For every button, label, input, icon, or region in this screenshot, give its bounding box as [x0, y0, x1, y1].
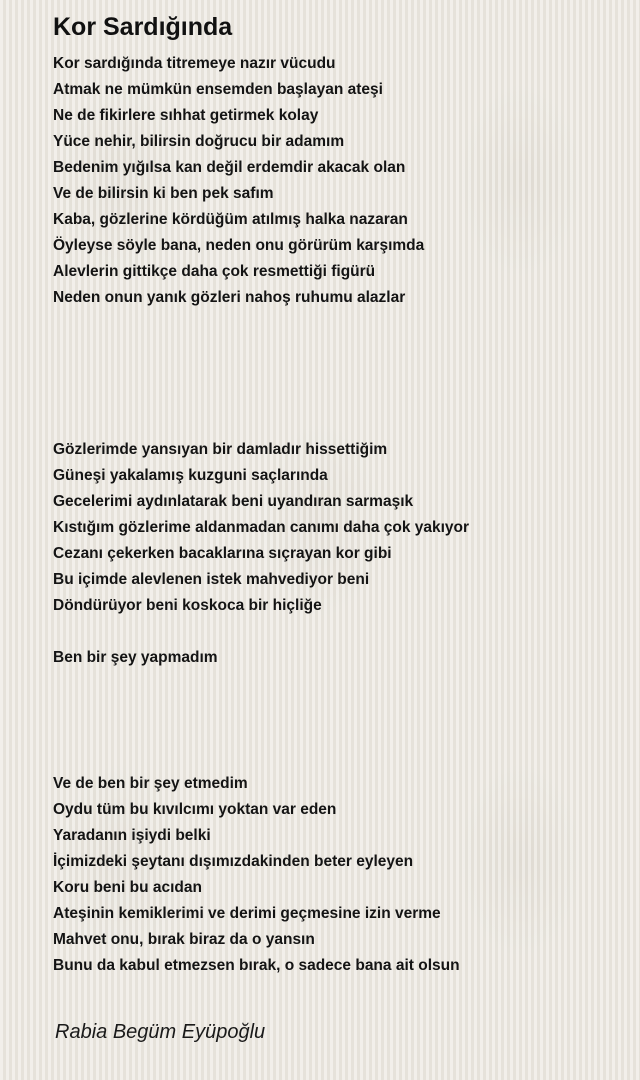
poem-line: Bu içimde alevlenen istek mahvediyor beni [53, 571, 370, 588]
poem-line: Atmak ne mümkün ensemden başlayan ateşi [53, 81, 383, 98]
poem-line: Neden onun yanık gözleri nahoş ruhumu alazlar [53, 289, 406, 306]
poem-line: Bedenim yığılsa kan değil erdemdir akacak olan [53, 159, 406, 176]
poem-line: Ve de bilirsin ki ben pek safım [53, 185, 274, 202]
poem-line: Mahvet onu, bırak biraz da o yansın [53, 931, 315, 948]
stanza-1 [53, 51, 424, 311]
poem-line: Gözlerimde yansıyan bir damladır hissettiğim [53, 441, 388, 458]
poem-line: Ateşinin kemiklerimi ve derimi geçmesine izin verme [53, 905, 441, 922]
poem-line: İçimizdeki şeytanı dışımızdakinden beter eyleyen [53, 853, 414, 870]
poem-line: Döndürüyor beni koskoca bir hiçliğe [53, 597, 322, 614]
poem-line: Oydu tüm bu kıvılcımı yoktan var eden [53, 801, 337, 818]
stanza-4 [53, 771, 460, 979]
poem-line: Ben bir şey yapmadım [53, 649, 218, 666]
poem-line: Koru beni bu acıdan [53, 879, 202, 896]
poem-line: Kor sardığında titremeye nazır vücudu [53, 55, 336, 72]
poem-line: Alevlerin gittikçe daha çok resmettiği figürü [53, 263, 376, 280]
poem-line: Gecelerimi aydınlatarak beni uyandıran sarmaşık [53, 493, 414, 510]
poem-line: Güneşi yakalamış kuzguni saçlarında [53, 467, 328, 484]
poem-line: Yaradanın işiydi belki [53, 827, 211, 844]
poem-title: Kor Sardığında [53, 13, 233, 41]
poem-line: Kaba, gözlerine kördüğüm atılmış halka nazaran [53, 211, 408, 228]
stanza-3 [53, 645, 218, 671]
poem-line: Ve de ben bir şey etmedim [53, 775, 248, 792]
poem-line: Kıstığım gözlerime aldanmadan canımı daha çok yakıyor [53, 519, 470, 536]
poem-line: Ne de fikirlere sıhhat getirmek kolay [53, 107, 319, 124]
poem-line: Öyleyse söyle bana, neden onu görürüm karşımda [53, 237, 425, 254]
poem-line: Yüce nehir, bilirsin doğrucu bir adamım [53, 133, 345, 150]
poem-line: Bunu da kabul etmezsen bırak, o sadece bana ait olsun [53, 957, 460, 974]
stanza-2 [53, 437, 469, 619]
poem-line: Cezanı çekerken bacaklarına sıçrayan kor gibi [53, 545, 392, 562]
poem-author: Rabia Begüm Eyüpoğlu [55, 1021, 266, 1043]
